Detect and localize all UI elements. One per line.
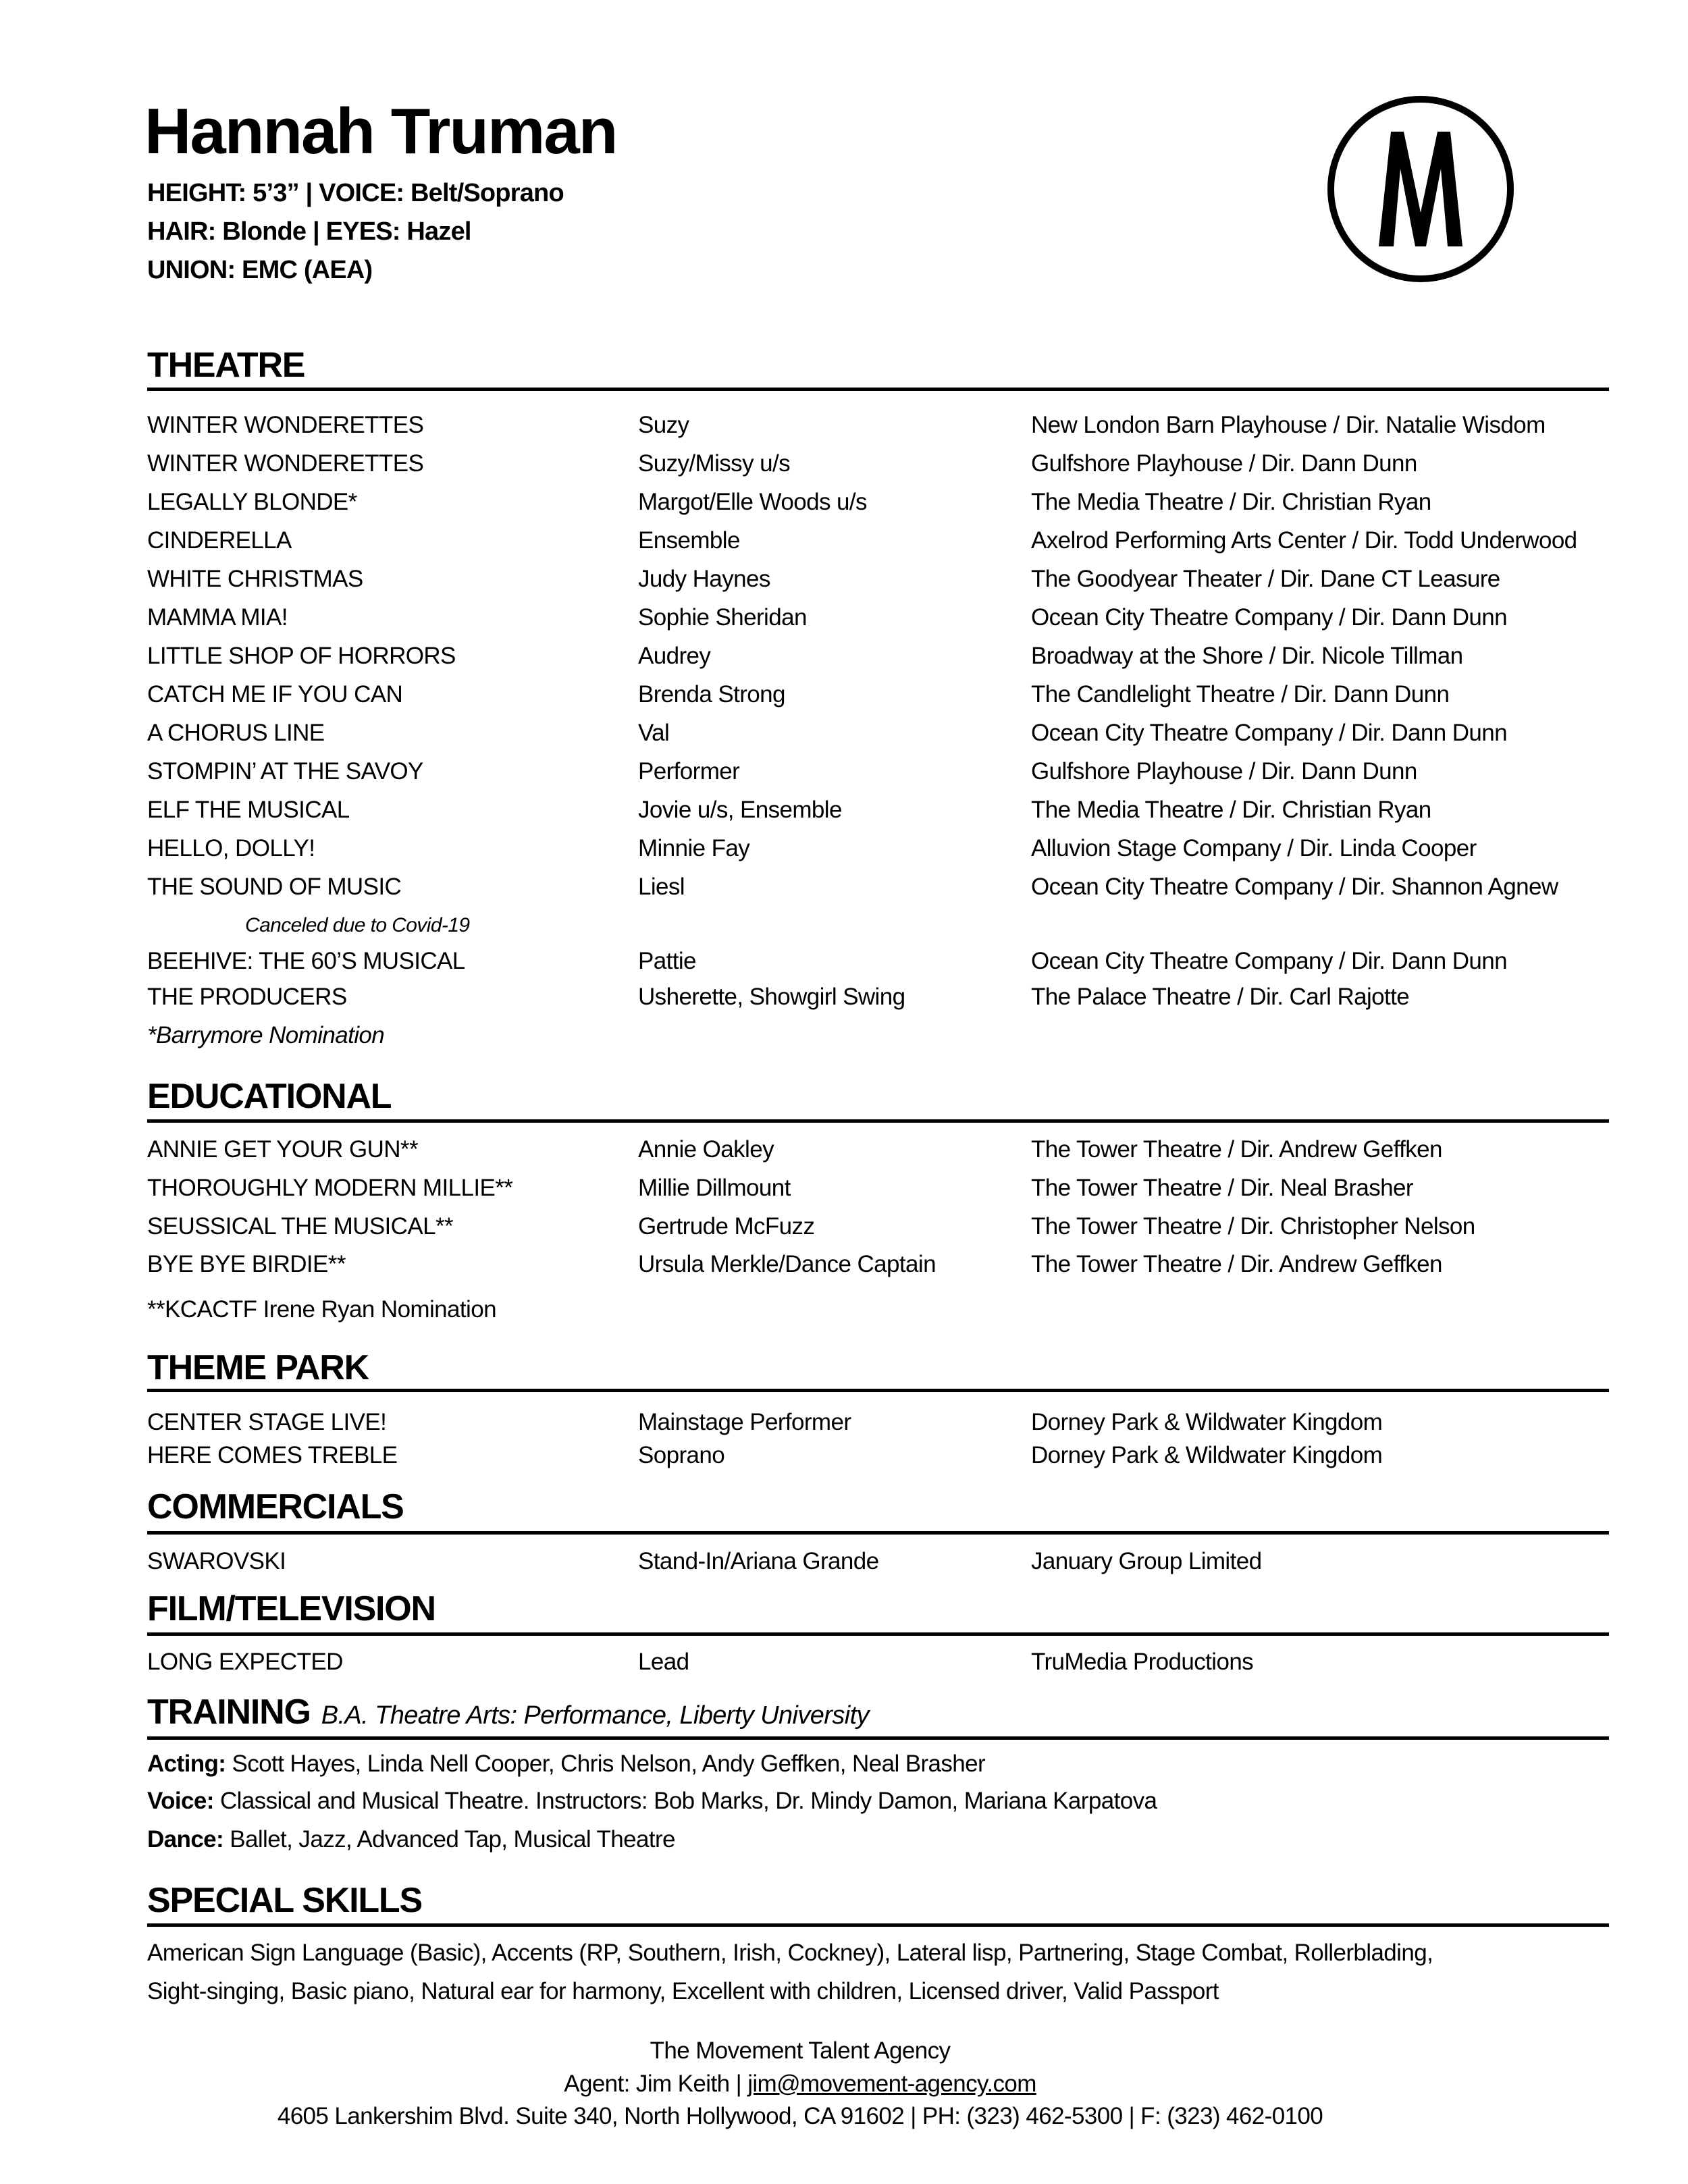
production-title: THE SOUND OF MUSIC (147, 874, 402, 900)
role: Usherette, Showgirl Swing (638, 984, 905, 1010)
section-rule-skills (147, 1923, 1609, 1927)
production-title: CINDERELLA (147, 527, 292, 554)
production-title: LITTLE SHOP OF HORRORS (147, 643, 456, 669)
venue-director: The Media Theatre / Dir. Christian Ryan (1031, 797, 1431, 823)
production-title: ANNIE GET YOUR GUN** (147, 1136, 418, 1163)
role: Stand-In/Ariana Grande (638, 1548, 879, 1574)
role: Performer (638, 758, 740, 784)
role: Pattie (638, 948, 696, 974)
production-title: LONG EXPECTED (147, 1649, 343, 1675)
agent-name: Agent: Jim Keith | (564, 2071, 748, 2097)
actor-name: Hannah Truman (144, 95, 617, 167)
stats-hair-eyes: HAIR: Blonde | EYES: Hazel (147, 217, 471, 246)
production-title: WINTER WONDERETTES (147, 412, 424, 438)
barrymore-footnote: *Barrymore Nomination (147, 1022, 385, 1048)
role: Val (638, 720, 670, 746)
venue-director: The Tower Theatre / Dir. Andrew Geffken (1031, 1251, 1442, 1277)
training-text: Scott Hayes, Linda Nell Cooper, Chris Nelson, Andy Geffken, Neal Brasher (226, 1751, 986, 1777)
role: Minnie Fay (638, 835, 750, 861)
section-rule-theatre (147, 388, 1609, 391)
role: Millie Dillmount (638, 1175, 791, 1201)
venue-director: The Tower Theatre / Dir. Neal Brasher (1031, 1175, 1413, 1201)
canceled-note: Canceled due to Covid-19 (245, 914, 470, 936)
venue-director: New London Barn Playhouse / Dir. Natalie Wisdom (1031, 412, 1546, 438)
production-title: BEEHIVE: THE 60’S MUSICAL (147, 948, 465, 974)
production-title: HERE COMES TREBLE (147, 1442, 398, 1468)
venue-director: January Group Limited (1031, 1548, 1262, 1574)
production-title: HELLO, DOLLY! (147, 835, 315, 861)
section-heading-training (147, 1692, 869, 1736)
skills-line: Sight-singing, Basic piano, Natural ear for harmony, Excellent with children, Licensed driver, Valid Passport (147, 1978, 1219, 2004)
production-title: THOROUGHLY MODERN MILLIE** (147, 1175, 513, 1201)
venue-director: Broadway at the Shore / Dir. Nicole Tillman (1031, 643, 1463, 669)
production-title: CATCH ME IF YOU CAN (147, 681, 403, 708)
section-rule-commercials (147, 1531, 1609, 1535)
section-rule-theme_park (147, 1389, 1609, 1392)
venue-director: Dorney Park & Wildwater Kingdom (1031, 1409, 1383, 1435)
section-heading-film: FILM/TELEVISION (147, 1589, 436, 1628)
venue-director: The Tower Theatre / Dir. Andrew Geffken (1031, 1136, 1442, 1163)
venue-director: Ocean City Theatre Company / Dir. Shannon Agnew (1031, 874, 1558, 900)
kcactf-footnote: **KCACTF Irene Ryan Nomination (147, 1296, 496, 1323)
production-title: LEGALLY BLONDE* (147, 489, 357, 515)
stats-height-voice: HEIGHT: 5’3” | VOICE: Belt/Soprano (147, 179, 564, 207)
training-item (147, 1823, 675, 1857)
training-label: Voice: (147, 1788, 214, 1814)
venue-director: The Goodyear Theater / Dir. Dane CT Leasure (1031, 566, 1500, 592)
training-item (147, 1784, 1157, 1818)
agent-email-link[interactable]: jim@movement-agency.com (747, 2071, 1036, 2097)
production-title: THE PRODUCERS (147, 984, 347, 1010)
role: Soprano (638, 1442, 725, 1468)
venue-director: Gulfshore Playhouse / Dir. Dann Dunn (1031, 450, 1417, 477)
skills-line: American Sign Language (Basic), Accents (RP, Southern, Irish, Cockney), Lateral lisp, Partnering, Stage Combat, Rollerblading, (147, 1940, 1433, 1966)
training-degree: B.A. Theatre Arts: Performance, Liberty University (321, 1701, 869, 1730)
training-label: Dance: (147, 1826, 224, 1853)
section-heading-educational: EDUCATIONAL (147, 1077, 392, 1116)
role: Sophie Sheridan (638, 604, 807, 631)
venue-director: The Media Theatre / Dir. Christian Ryan (1031, 489, 1431, 515)
venue-director: The Palace Theatre / Dir. Carl Rajotte (1031, 984, 1410, 1010)
section-heading-skills: SPECIAL SKILLS (147, 1881, 422, 1920)
section-heading-commercials: COMMERCIALS (147, 1487, 404, 1526)
section-heading-theatre: THEATRE (147, 346, 305, 385)
production-title: CENTER STAGE LIVE! (147, 1409, 387, 1435)
production-title: WINTER WONDERETTES (147, 450, 424, 477)
venue-director: Alluvion Stage Company / Dir. Linda Cooper (1031, 835, 1477, 861)
production-title: A CHORUS LINE (147, 720, 325, 746)
section-heading-theme_park: THEME PARK (147, 1348, 369, 1387)
section-rule-educational (147, 1119, 1609, 1123)
training-item (147, 1747, 985, 1781)
venue-director: Dorney Park & Wildwater Kingdom (1031, 1442, 1383, 1468)
venue-director: Gulfshore Playhouse / Dir. Dann Dunn (1031, 758, 1417, 784)
production-title: MAMMA MIA! (147, 604, 288, 631)
agent-line (0, 2067, 1600, 2101)
production-title: WHITE CHRISTMAS (147, 566, 363, 592)
training-label: Acting: (147, 1751, 226, 1777)
role: Brenda Strong (638, 681, 785, 708)
role: Liesl (638, 874, 685, 900)
role: Lead (638, 1649, 689, 1675)
role: Suzy/Missy u/s (638, 450, 790, 477)
role: Ensemble (638, 527, 740, 554)
venue-director: The Tower Theatre / Dir. Christopher Nelson (1031, 1213, 1475, 1240)
agency-address: 4605 Lankershim Blvd. Suite 340, North Hollywood, CA 91602 | PH: (323) 462-5300 | F: (323) 462-0100 (277, 2103, 1323, 2129)
role: Mainstage Performer (638, 1409, 851, 1435)
role: Gertrude McFuzz (638, 1213, 815, 1240)
role: Annie Oakley (638, 1136, 774, 1163)
role: Suzy (638, 412, 689, 438)
venue-director: Ocean City Theatre Company / Dir. Dann Dunn (1031, 604, 1508, 631)
role: Audrey (638, 643, 711, 669)
agency-logo-icon (1326, 95, 1515, 284)
role: Margot/Elle Woods u/s (638, 489, 867, 515)
training-title: TRAINING (147, 1693, 311, 1732)
training-text: Ballet, Jazz, Advanced Tap, Musical Theatre (223, 1826, 675, 1853)
role: Judy Haynes (638, 566, 770, 592)
section-rule-film (147, 1632, 1609, 1636)
production-title: BYE BYE BIRDIE** (147, 1251, 346, 1277)
stats-union: UNION: EMC (AEA) (147, 256, 373, 284)
role: Ursula Merkle/Dance Captain (638, 1251, 936, 1277)
role: Jovie u/s, Ensemble (638, 797, 842, 823)
training-text: Classical and Musical Theatre. Instructors: Bob Marks, Dr. Mindy Damon, Mariana Karpatova (213, 1788, 1157, 1814)
venue-director: Axelrod Performing Arts Center / Dir. Todd Underwood (1031, 527, 1577, 554)
production-title: ELF THE MUSICAL (147, 797, 350, 823)
venue-director: Ocean City Theatre Company / Dir. Dann Dunn (1031, 720, 1508, 746)
production-title: SEUSSICAL THE MUSICAL** (147, 1213, 454, 1240)
venue-director: The Candlelight Theatre / Dir. Dann Dunn (1031, 681, 1450, 708)
agency-name: The Movement Talent Agency (650, 2037, 951, 2064)
production-title: SWAROVSKI (147, 1548, 286, 1574)
production-title: STOMPIN’ AT THE SAVOY (147, 758, 423, 784)
venue-director: Ocean City Theatre Company / Dir. Dann Dunn (1031, 948, 1508, 974)
section-rule-training (147, 1736, 1609, 1740)
venue-director: TruMedia Productions (1031, 1649, 1254, 1675)
